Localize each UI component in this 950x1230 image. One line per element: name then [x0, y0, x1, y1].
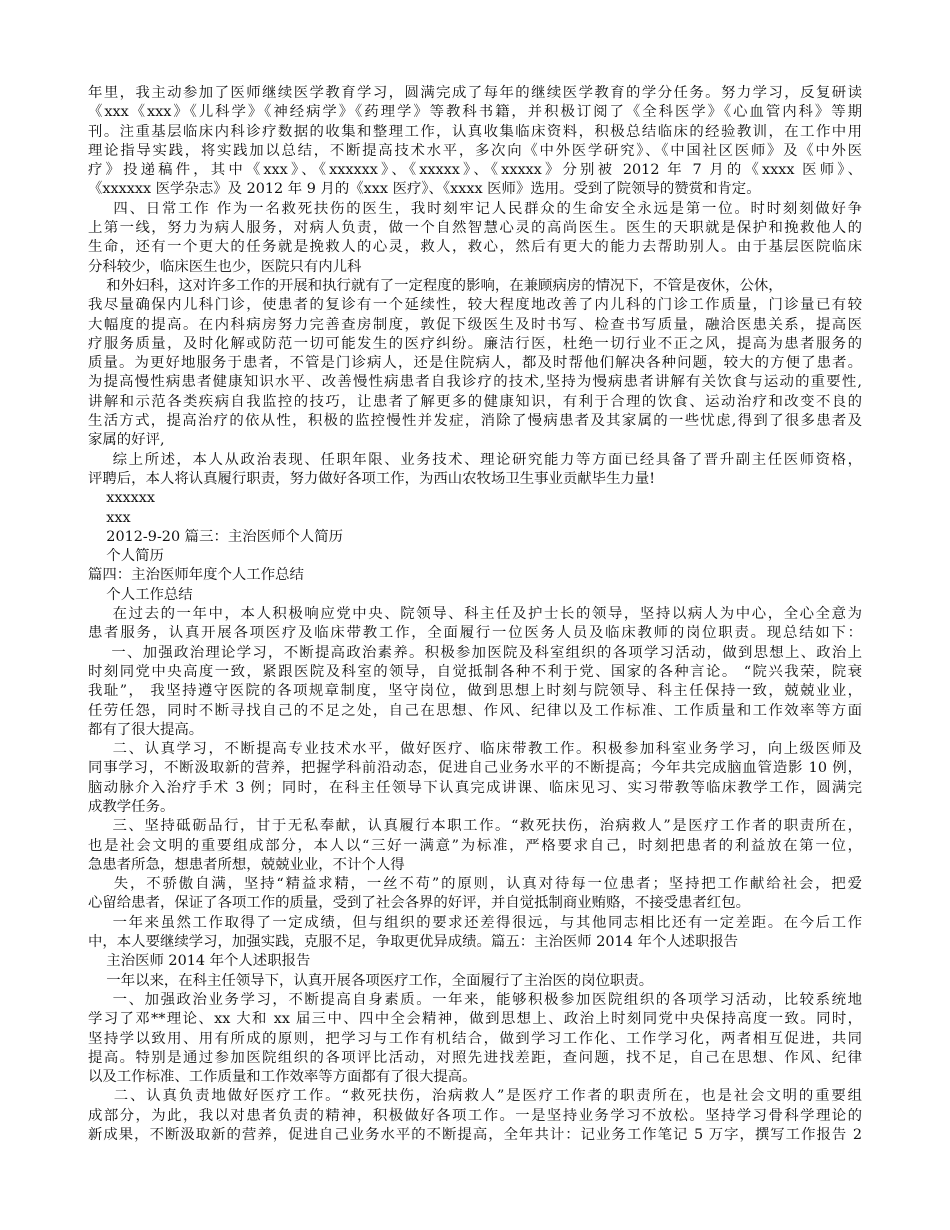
text-line: 理论指导实践，将实践加以总结，不断提高技术水平，多次向《中外医学研究》、《中国社区医师》及《中外医 [88, 142, 862, 159]
text-line: 患者服务，认真开展各项医疗及临床带教工作，全面履行一位医务人员及临床教师的岗位职责。现总结如下： [88, 625, 862, 642]
text-line: 也是社会文明的重要组成部分，本人以“三好一满意”为标准，严格要求自己，时刻把患者的利益放在第一位， [88, 837, 862, 854]
text-line: 生活方式，提高治疗的依从性，积极的监控慢性并发症，消除了慢病患者及其家属的一些忧虑,得到了很多患者及 [88, 413, 862, 430]
text-line: 二、认真负责地做好医疗工作。“救死扶伤，治病救人”是医疗工作者的职责所在，也是社会文明的重要组 [88, 1088, 862, 1105]
text-line: 新成果，不断汲取新的营养，促进自己业务水平的不断提高，全年共计：记业务工作笔记 5 万字，撰写工作报告 2 [88, 1127, 862, 1144]
text-line: 生命，还有一个更大的任务就是挽救人的心灵，救人，救心，然后有更大的能力去帮助别人。由于基层医院临床 [88, 239, 862, 256]
text-line: 中，本人要继续学习，加强实践，克服不足，争取更优异成绩。篇五：主治医师 2014 年个人述职报告 [88, 934, 739, 951]
text-line: 个人工作总结 [88, 586, 193, 603]
text-line: 《xxx《xxx》《儿科学》《神经病学》《药理学》等教科书籍，并积极订阅了《全科医学》《心血管内科》等期 [88, 104, 862, 121]
text-line: 同事学习，不断汲取新的营养，把握学科前沿动态，促进自己业务水平的不断提高；今年共完成脑血管造影 10 例， [88, 760, 862, 777]
text-line: 我尽量确保内儿科门诊，使患者的复诊有一个延续性，较大程度地改善了内儿科的门诊工作质量，门诊量已有较 [88, 297, 862, 314]
text-line: 提高。特别是通过参加医院组织的各项评比活动，对照先进找差距，查问题，找不足，自己在思想、作风、纪律 [88, 1049, 862, 1066]
text-line: 一、加强政治理论学习，不断提高政治素养。积极参加医院及科室组织的各项学习活动，做到思想上、政治上 [88, 644, 862, 661]
text-line: 学习了邓**理论、xx 大和 xx 届三中、四中全会精神，做到思想上、政治上时刻同党中央保持高度一致。同时， [88, 1011, 862, 1028]
text-line: 为提高慢性病患者健康知识水平、改善慢性病患者自我诊疗的技术,坚持为慢病患者讲解有关饮食与运动的重要性, [88, 374, 862, 391]
text-line: 疗服务质量，及时化解或防范一切可能发生的医疗纠纷。廉洁行医，杜绝一切行业不正之风，提高为患者服务的 [88, 335, 862, 352]
text-line: 二、认真学习，不断提高专业技术水平，做好医疗、临床带教工作。积极参加科室业务学习，向上级医师及 [88, 741, 862, 758]
text-line: 2012-9-20 篇三：主治医师个人简历 [88, 528, 343, 545]
text-line: 篇四：主治医师年度个人工作总结 [88, 567, 304, 584]
text-line: 坚持学以致用、用有所成的原则，把学习与工作有机结合，做到学习工作化、工作学习化，两者相互促进，共同 [88, 1030, 862, 1047]
text-line: 一年来虽然工作取得了一定成绩，但与组织的要求还差得很远，与其他同志相比还有一定差距。在今后工作 [88, 914, 862, 931]
text-line: 成教学任务。 [88, 798, 175, 815]
text-line: 刊。注重基层临床内科诊疗数据的收集和整理工作，认真收集临床资料，积极总结临床的经验教训，在工作中用 [88, 123, 862, 140]
text-line: 心留给患者，保证了各项工作的质量，受到了社会各界的好评，并自觉抵制商业贿赂，不接受患者红包。 [88, 895, 750, 912]
text-line: 脑动脉介入治疗手术 3 例；同时，在科主任领导下认真完成讲课、临床见习、实习带教等临床教学工作，圆满完 [88, 779, 862, 796]
text-line: 综上所述，本人从政治表现、任职年限、业务技术、理论研究能力等方面已经具备了晋升副主任医师资格， [88, 451, 862, 468]
text-line: xxx [88, 509, 131, 526]
text-line: 一年以来，在科主任领导下，认真开展各项医疗工作，全面履行了主治医的岗位职责。 [88, 972, 654, 989]
text-line: 主治医师 2014 年个人述职报告 [88, 953, 311, 970]
text-line: 个人简历 [88, 548, 164, 565]
text-line: 急患者所急，想患者所想，兢兢业业，不计个人得 [88, 856, 405, 873]
text-line: 四、日常工作 作为一名救死扶伤的医生，我时刻牢记人民群众的生命安全永远是第一位。时时刻刻做好争 [88, 200, 862, 217]
text-line: 上第一线，努力为病人服务，对病人负责，做一个自然智慧心灵的高尚医生。医生的天职就是保护和挽救他人的 [88, 220, 862, 237]
text-line: 以及工作标准、工作质量和工作效率等方面都有了很大提高。 [88, 1069, 477, 1086]
text-line: 疗》投递稿件，其中《xxx》、《xxxxxx》、《xxxxx》、《xxxxx》分别被 2012 年 7 月的《xxxx 医师》、 [88, 162, 862, 179]
text-line: 质量。为更好地服务于患者，不管是门诊病人，还是住院病人，都及时帮他们解决各种问题，较大的方便了患者。 [88, 355, 862, 372]
text-line: 家属的好评, [88, 432, 165, 449]
text-line: 和外妇科，这对许多工作的开展和执行就有了一定程度的影响，在兼顾病房的情况下，不管是夜休，公休， [88, 277, 783, 294]
text-line: 都有了很大提高。 [88, 721, 204, 738]
text-line: 年里，我主动参加了医师继续医学教育学习，圆满完成了每年的继续医学教育的学分任务。努力学习，反复研读 [88, 85, 862, 101]
text-line: 一、加强政治业务学习，不断提高自身素质。一年来，能够积极参加医院组织的各项学习活动，比较系统地 [88, 991, 862, 1008]
text-line: 大幅度的提高。在内科病房努力完善查房制度，敦促下级医生及时书写、检查书写质量，融洽医患关系，提高医 [88, 316, 862, 333]
text-line: 成部分，为此，我以对患者负责的精神，积极做好各项工作。一是坚持业务学习不放松。坚持学习骨科学理论的 [88, 1107, 862, 1124]
text-line: 时刻同党中央高度一致，紧跟医院及科室的领导，自觉抵制各种不利于党、国家的各种言论。 “院兴我荣，院衰 [88, 663, 862, 680]
text-line: 我耻”， 我坚持遵守医院的各项规章制度，坚守岗位，做到思想上时刻与院领导、科主任保持一致，兢兢业业， [88, 683, 862, 700]
text-line: 失，不骄傲自满，坚持“精益求精，一丝不苟”的原则，认真对待每一位患者；坚持把工作献给社会，把爱 [88, 876, 862, 893]
text-line: 评聘后，本人将认真履行职责，努力做好各项工作，为西山农牧场卫生事业贡献毕生力量! [88, 470, 656, 487]
text-line: 任劳任怨，同时不断寻找自己的不足之处，自己在思想、作风、纪律以及工作标准、工作质量和工作效率等方面 [88, 702, 862, 719]
text-line: xxxxxx [88, 490, 155, 507]
text-line: 三、坚持砥砺品行，甘于无私奉献，认真履行本职工作。“救死扶伤，治病救人”是医疗工作者的职责所在， [88, 818, 862, 835]
text-line: 分科较少，临床医生也少，医院只有内儿科 [88, 258, 362, 275]
text-line: 讲解和示范各类疾病自我监控的技巧，让患者了解更多的健康知识，有利于合理的饮食、运动治疗和改变不良的 [88, 393, 862, 410]
text-line: 《xxxxxx 医学杂志》及 2012 年 9 月的《xxx 医疗》、《xxxx 医师》选用。受到了院领导的赞赏和肯定。 [88, 181, 761, 198]
text-line: 在过去的一年中，本人积极响应党中央、院领导、科主任及护士长的领导，坚持以病人为中心，全心全意为 [88, 606, 862, 623]
